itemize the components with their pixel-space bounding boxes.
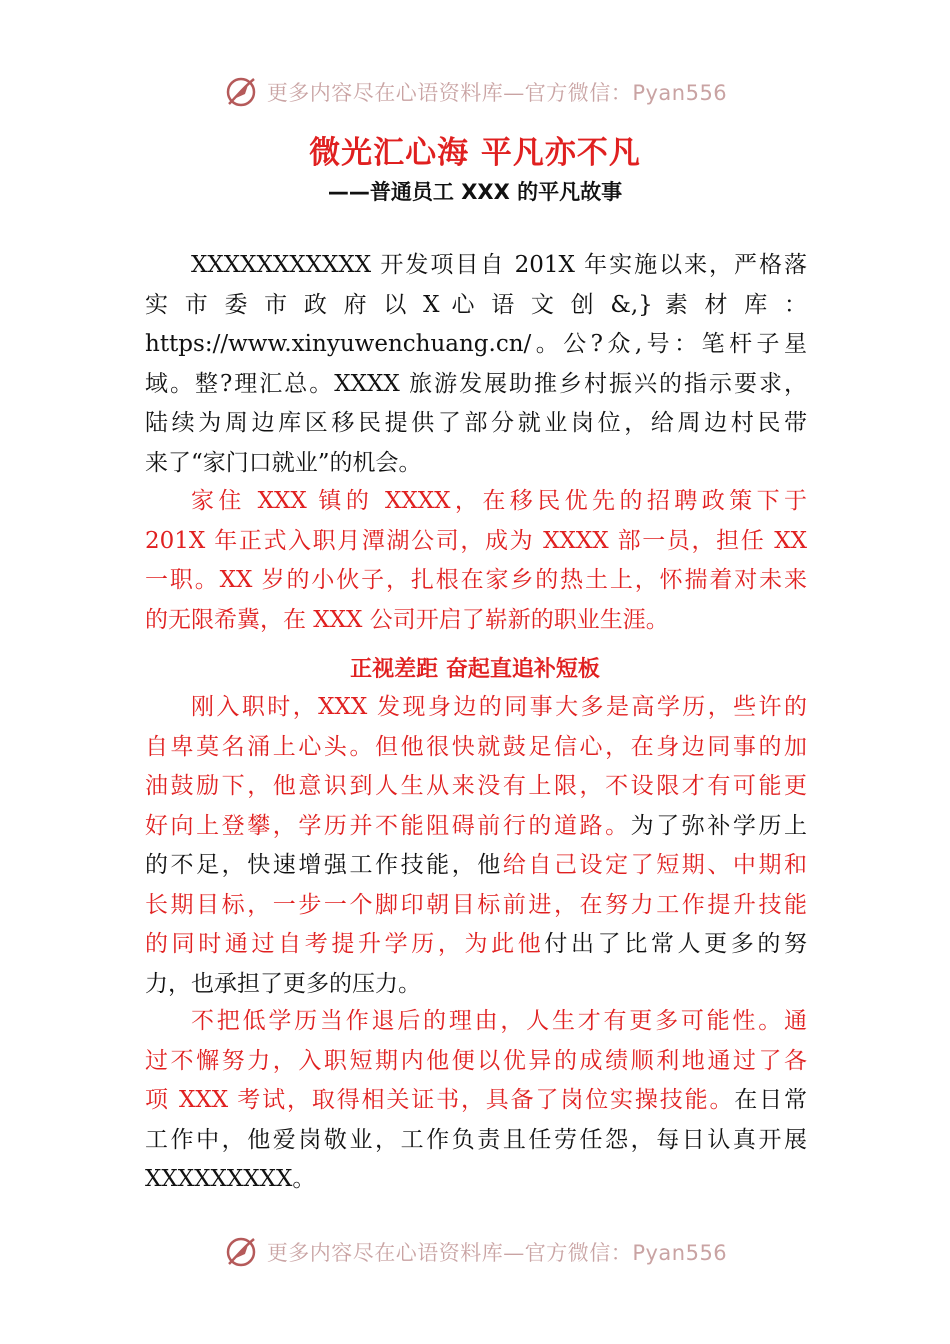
text-line: 的无限希冀，在 XXX 公司开启了崭新的职业生涯。 [145, 606, 669, 633]
wechat-id: Pyan556 [632, 81, 728, 105]
text-line: https://www.xinyuwenchuang.cn/。公?众,号：笔杆子星 [145, 331, 807, 357]
text-line: 201X 年正式入职月潭湖公司，成为 XXXX 部一员，担任 XX [145, 527, 807, 554]
plain-text: 的不足，快速增强工作技能，他 [145, 852, 503, 878]
section-heading: 正视差距 奋起直追补短板 [350, 657, 600, 682]
text-line: 工作中，他爱岗敬业，工作负责且任劳任怨，每日认真开展 [145, 1126, 807, 1153]
text-line: XXXXXXXXX。 [145, 1166, 316, 1192]
page-title: 微光汇心海 平凡亦不凡 [309, 135, 641, 171]
wechat-id: Pyan556 [632, 1241, 728, 1265]
text-line: 实 市 委 市 政 府 以 X 心 语 文 创 &,} 素 材 库 ： [145, 291, 807, 318]
text-line: 刚入职时，XXX 发现身边的同事大多是高学历，些许的 [191, 694, 807, 720]
text-line: 来了“家门口就业”的机会。 [145, 449, 422, 476]
plain-text: 为了弥补学历上 [630, 812, 808, 839]
banner-text: 更多内容尽在心语资料库—官方微信：Pyan556 [266, 81, 728, 105]
text-line: 过不懈努力，入职短期内他便以优异的成绩顺利地通过了各 [145, 1047, 807, 1074]
footer-banner [0, 1232, 950, 1272]
paragraph-4 [145, 1002, 807, 1200]
text-line: 力，也承担了更多的压力。 [145, 970, 421, 997]
text-line: 不把低学历当作退后的理由，人生才有更多可能性。通 [191, 1008, 807, 1034]
paragraph-2 [145, 482, 807, 640]
brand-logo-icon [223, 1234, 259, 1270]
text-line: 油鼓励下，他意识到人生从来没有上限，不设限才有可能更 [145, 773, 807, 799]
text-line: XXXXXXXXXXX 开发项目自 201X 年实施以来，严格落 [191, 252, 807, 278]
highlight-text: 的同时通过自考提升学历，为此他 [145, 931, 545, 957]
text-line: 一职。XX 岁的小伙子，扎根在家乡的热土上，怀揣着对未来 [145, 567, 807, 593]
text-line: 域。整?理汇总。XXXX 旅游发展助推乡村振兴的指示要求， [145, 370, 807, 397]
paragraph-3 [145, 688, 807, 1004]
highlight-text: 给自己设定了短期、中期和 [502, 852, 808, 878]
banner-text: 更多内容尽在心语资料库—官方微信：Pyan556 [266, 1241, 728, 1265]
text-line: 陆续为周边库区移民提供了部分就业岗位，给周边村民带 [145, 410, 807, 436]
header-banner [0, 72, 950, 112]
paragraph-1 [145, 246, 807, 483]
page-subtitle: ——普通员工 XXX 的平凡故事 [327, 180, 623, 204]
brand-logo-icon [223, 74, 259, 110]
text-line [145, 807, 807, 847]
plain-text: 在日常 [734, 1087, 807, 1113]
highlight-text: 项 XXX 考试，取得相关证书，具备了岗位实操技能。 [145, 1087, 735, 1113]
text-line: 家住 XXX 镇的 XXXX，在移民优先的招聘政策下于 [191, 488, 807, 514]
highlight-text: 好向上登攀，学历并不能阻碍前行的道路。 [145, 812, 631, 839]
text-line: 自卑莫名涌上心头。但他很快就鼓足信心，在身边同事的加 [145, 733, 807, 760]
text-line: 长期目标，一步一个脚印朝目标前进，在努力工作提升技能 [145, 891, 807, 918]
plain-text: 付出了比常人更多的努 [544, 931, 807, 957]
text-line [145, 846, 807, 886]
text-line [145, 925, 807, 965]
text-line [145, 1081, 807, 1121]
